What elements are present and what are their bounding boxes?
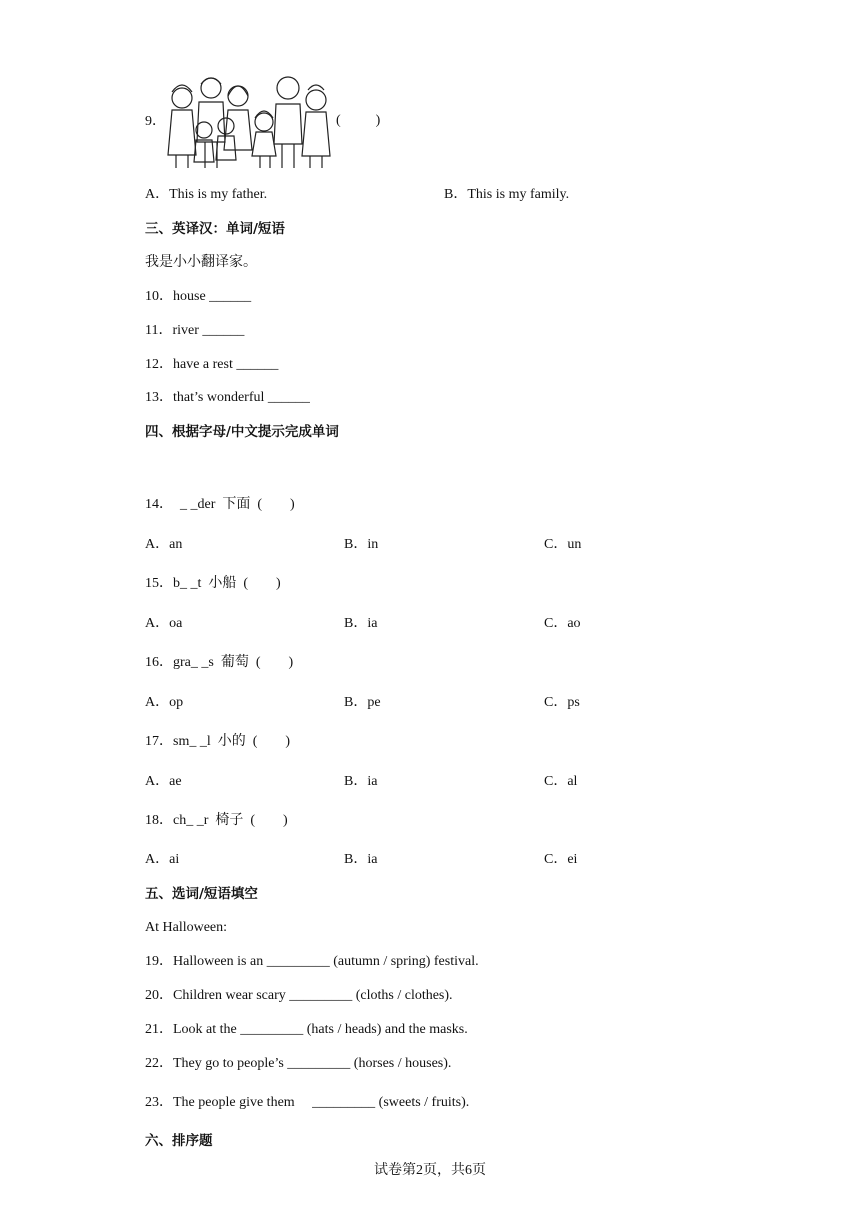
q18-option-c: C．ei [544, 852, 578, 867]
q22: 22．They go to people’s _________ (horses / houses). [145, 1056, 452, 1071]
q17-stem: 17．sm_ _l 小的 ( ) [145, 734, 291, 749]
q9-answer-paren: ( ) [336, 113, 381, 128]
q17-option-b: B．ia [344, 774, 378, 789]
q11: 11．river ______ [145, 323, 245, 338]
q14-option-b: B．in [344, 537, 379, 552]
q14-option-c: C．un [544, 537, 582, 552]
q18-option-b: B．ia [344, 852, 378, 867]
q17-option-c: C．al [544, 774, 578, 789]
q16-option-c: C．ps [544, 695, 580, 710]
q16-option-b: B．pe [344, 695, 381, 710]
q15-option-c: C．ao [544, 616, 581, 631]
section3-heading: 三、英译汉：单词/短语 [145, 221, 285, 237]
q15-stem: 15．b_ _t 小船 ( ) [145, 576, 281, 591]
q17-option-a: A．ae [145, 774, 182, 789]
section3-intro: 我是小小翻译家。 [145, 255, 257, 270]
q15-option-a: A．oa [145, 616, 183, 631]
q14-option-a: A．an [145, 537, 183, 552]
q9-number: 9． [145, 114, 166, 129]
q9-option-a: A．This is my father. [145, 187, 268, 202]
q19: 19．Halloween is an _________ (autumn / spring) festival. [145, 954, 479, 969]
family-drawing-icon [166, 70, 336, 170]
q18-option-a: A．ai [145, 852, 180, 867]
section4-heading: 四、根据字母/中文提示完成单词 [145, 424, 339, 440]
q14-stem: 14． _ _der 下面 ( ) [145, 497, 295, 512]
section5-intro: At Halloween: [145, 920, 228, 935]
q16-option-a: A．op [145, 695, 184, 710]
q18-stem: 18．ch_ _r 椅子 ( ) [145, 813, 288, 828]
q12: 12．have a rest ______ [145, 357, 279, 372]
section6-heading: 六、排序题 [145, 1133, 213, 1149]
q15-option-b: B．ia [344, 616, 378, 631]
q9-option-b: B．This is my family. [444, 187, 570, 202]
q23: 23．The people give them _________ (sweets / fruits). [145, 1095, 470, 1110]
q10: 10．house ______ [145, 289, 252, 304]
q20: 20．Children wear scary _________ (cloths / clothes). [145, 988, 453, 1003]
q13: 13．that’s wonderful ______ [145, 390, 310, 405]
page-footer: 试卷第2页，共6页 [374, 1163, 486, 1178]
q16-stem: 16．gra_ _s 葡萄 ( ) [145, 655, 294, 670]
section5-heading: 五、选词/短语填空 [145, 886, 258, 902]
q21: 21．Look at the _________ (hats / heads) and the masks. [145, 1022, 468, 1037]
